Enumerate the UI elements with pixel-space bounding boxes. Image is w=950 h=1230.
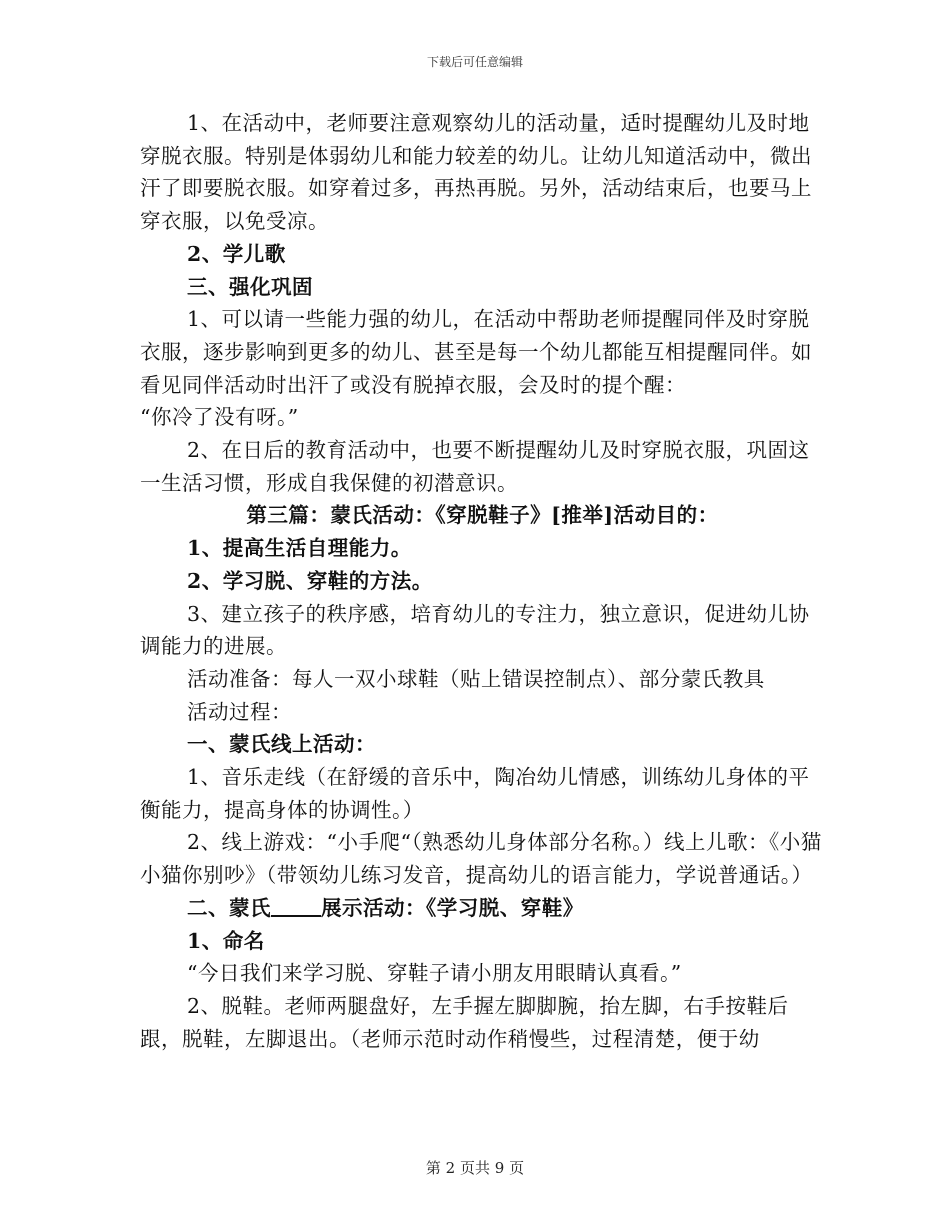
fill-blank	[271, 895, 321, 917]
paragraph-19: 2、脱鞋。老师两腿盘好，左手握左脚脚腕，抬左脚，右手按鞋后跟，脱鞋，左脚退出。（老师示范时动作稍慢些，过程清楚，便于幼	[140, 993, 789, 1051]
paragraph-18: “今日我们来学习脱、穿鞋子请小朋友用眼睛认真看。”	[187, 961, 682, 986]
page-header: 下载后可任意编辑	[426, 55, 523, 69]
heading-display-part-a: 二、蒙氏	[187, 895, 271, 920]
goal-2: 2、学习脱、穿鞋的方法。	[187, 568, 433, 593]
paragraph-4: 1、可以请一些能力强的幼儿，在活动中帮助老师提醒同伴及时穿脱衣服，逐步影响到更多的幼儿、甚至是每一个幼儿都能互相提醒同伴。如看见同伴活动时出汗了或没有脱掉衣服，会及时的提个醒：	[140, 307, 812, 397]
goal-3: 3、建立孩子的秩序感，培育幼儿的专注力，独立意识，促进幼儿协调能力的进展。	[140, 601, 810, 659]
heading-display-activity	[140, 892, 825, 925]
document-body	[140, 107, 825, 1055]
paragraph-14: 1、音乐走线（在舒缓的音乐中，陶冶幼儿情感，训练幼儿身体的平衡能力，提高身体的协调性。）	[140, 765, 810, 822]
activity-prep: 活动准备：每人一双小球鞋（贴上错误控制点）、部分蒙氏教具	[187, 666, 765, 691]
goal-1: 1、提高生活自理能力。	[187, 536, 412, 561]
page-footer: 第 2 页共 9 页	[425, 1159, 525, 1177]
heading-learn-song: 2、学儿歌	[187, 241, 286, 266]
activity-process: 活动过程：	[187, 699, 292, 724]
paragraph-quote: “你冷了没有呀。”	[140, 405, 299, 430]
heading-display-part-b: 展示活动：《学习脱、穿鞋》	[321, 895, 584, 920]
paragraph-1: 1、在活动中，老师要注意观察幼儿的活动量，适时提醒幼儿及时地穿脱衣服。特别是体弱幼儿和能力较差的幼儿。让幼儿知道活动中，微出汗了即要脱衣服。如穿着过多，再热再脱。另外，活动结束后，也要马上穿衣服，以免受凉。	[140, 111, 812, 234]
heading-naming: 1、命名	[187, 928, 265, 953]
heading-online-activity: 一、蒙氏线上活动：	[187, 732, 376, 757]
section-title: 第三篇：蒙氏活动：《穿脱鞋子》[推举]活动目的：	[246, 503, 719, 528]
heading-reinforce: 三、强化巩固	[187, 274, 313, 299]
paragraph-15: 2、线上游戏：“小手爬“（熟悉幼儿身体部分名称。）线上儿歌：《小猫小猫你别吵》（带领幼儿练习发音，提高幼儿的语言能力，学说普通话。）	[140, 830, 822, 888]
paragraph-6: 2、在日后的教育活动中，也要不断提醒幼儿及时穿脱衣服，巩固这一生活习惯，形成自我保健的初潜意识。	[140, 438, 810, 495]
